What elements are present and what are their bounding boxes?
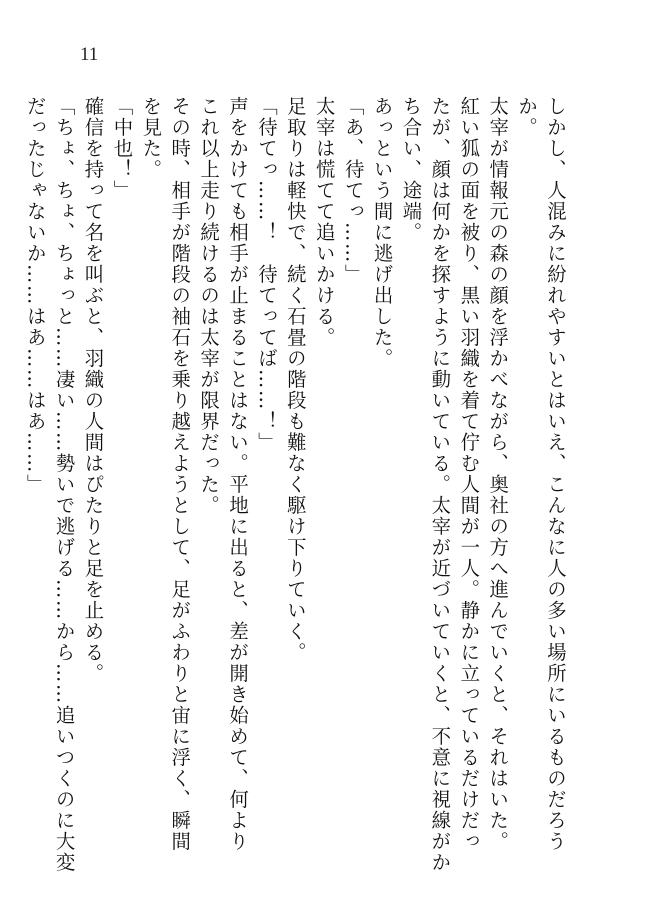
text-line: たが、顔は何かを探すように動いている。太宰が近づいていくと、不意に視線がか (428, 96, 452, 873)
text-line: その時、相手が階段の袖石を乗り越えようとして、足がふわりと宙に浮く、瞬間 (168, 96, 192, 852)
text-line: あっという間に逃げ出した。 (370, 96, 394, 369)
text-line: 太宰が情報元の森の顔を浮かべながら、奥社の方へ進んでいくと、それはいた。 (486, 96, 510, 852)
text-line: を見た。 (139, 96, 163, 180)
text-line: 確信を持って名を叫ぶと、羽織の人間はぴたりと足を止める。 (81, 96, 105, 684)
text-line: しかし、人混みに紛れやすいとはいえ、こんなに人の多い場所にいるものだろう (544, 96, 567, 852)
text-line: 「あ、待てっ……」 (341, 96, 365, 285)
body-text (20, 96, 569, 886)
text-line: 太宰は慌てて追いかける。 (312, 96, 336, 348)
text-line: 声をかけても相手が止まることはない。平地に出ると、差が開き始めて、何より (226, 96, 250, 852)
text-line: これ以上走り続けるのは太宰が限界だった。 (197, 96, 221, 516)
text-line: 「中也！」 (110, 96, 134, 201)
text-line: 「ちょ、ちょ、ちょっと……凄い……勢いで逃げる……から……追いつくのに大変 (52, 96, 76, 873)
text-line: 「待てっ……！ 待てってば……！」 (254, 96, 278, 453)
text-line: 紅い狐の面を被り、黒い羽織を着て佇む人間が一人。静かに立っているだけだっ (457, 96, 481, 852)
text-line: ち合い、途端。 (399, 96, 423, 243)
text-line: だったじゃないか……はあ……はあ……」 (23, 96, 47, 495)
page-number: 11 (80, 44, 99, 65)
text-line: か。 (515, 96, 539, 138)
text-line: 足取りは軽快で、続く石畳の階段も難なく駆け下りていく。 (283, 96, 307, 663)
